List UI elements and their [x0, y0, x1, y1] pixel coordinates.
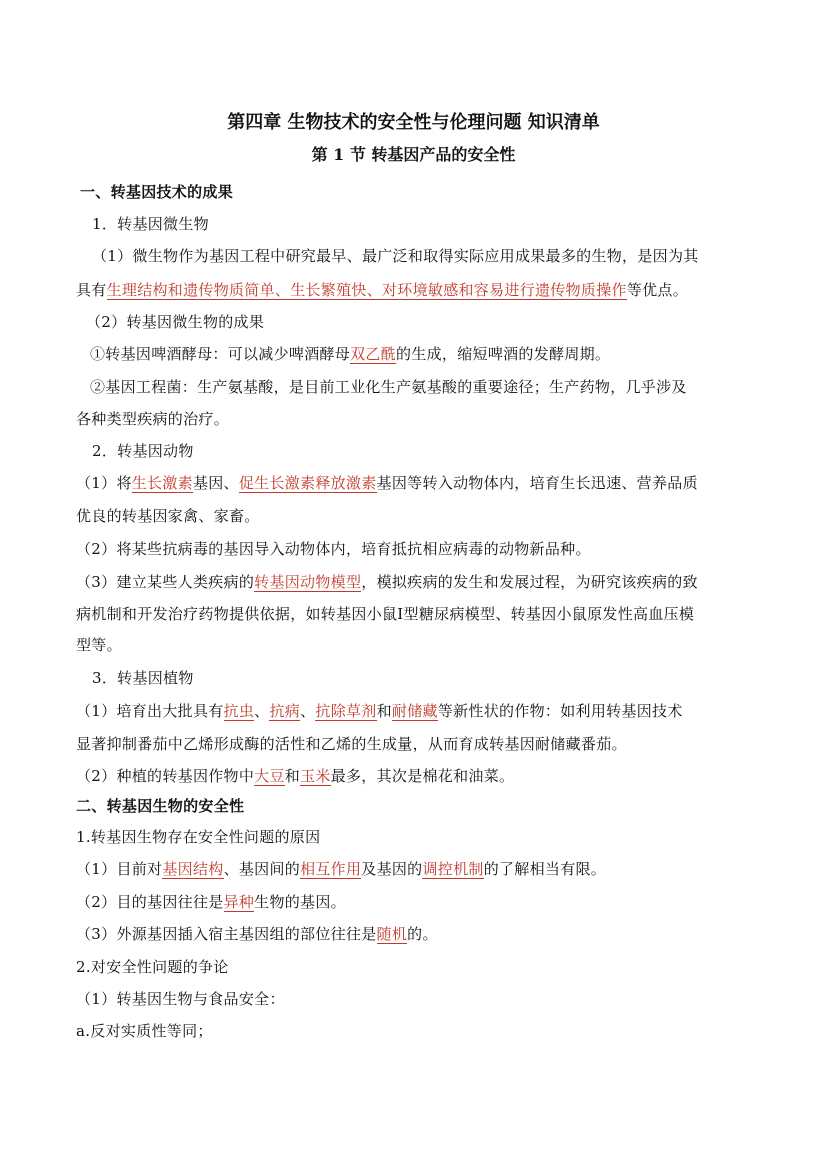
paragraph-8-line-1 — [76, 700, 756, 722]
key-term: 耐储藏 — [391, 702, 438, 720]
key-term: 抗虫 — [223, 702, 255, 720]
key-term: 抗除草剂 — [315, 702, 377, 720]
paragraph-3 — [90, 343, 770, 365]
text: 最多，其次是棉花和油菜。 — [330, 767, 515, 785]
key-term: 生长激素 — [131, 474, 193, 492]
text: ，模拟疾病的发生和发展过程，为研究该疾病的致 — [361, 573, 698, 591]
key-term: 随机 — [376, 925, 408, 943]
paragraph-4-line-1: ②基因工程菌：生产氨基酸，是目前工业化生产氨基酸的重要途径；生产药物，几乎涉及 — [90, 378, 687, 396]
paragraph-10 — [76, 858, 756, 880]
page-title: 第四章 生物技术的安全性与伦理问题 知识清单 — [227, 112, 600, 133]
heading-1: 一、转基因技术的成果 — [80, 183, 234, 201]
heading-2-1: 1.转基因生物存在安全性问题的原因 — [76, 828, 321, 846]
paragraph-8-line-2: 显著抑制番茄中乙烯形成酶的活性和乙烯的生成量，从而育成转基因耐储藏番茄。 — [76, 735, 627, 753]
heading-1-2: 2．转基因动物 — [92, 442, 194, 460]
heading-1-1: 1．转基因微生物 — [92, 215, 209, 233]
text: （1）将 — [76, 474, 132, 492]
paragraph-14: a.反对实质性等同； — [76, 1022, 213, 1040]
key-term: 大豆 — [254, 767, 285, 785]
section-subtitle: 第 1 节 转基因产品的安全性 — [311, 145, 516, 164]
text: 、 — [300, 702, 316, 720]
paragraph-1-line-2 — [76, 279, 756, 301]
text: 和 — [376, 702, 392, 720]
text: 、基因间的 — [223, 860, 301, 878]
paragraph-4-line-2: 各种类型疾病的治疗。 — [76, 410, 230, 428]
paragraph-7-line-3: 型等。 — [76, 636, 122, 654]
text: 、 — [254, 702, 270, 720]
text: 的生成，缩短啤酒的发酵周期。 — [396, 345, 611, 363]
key-term: 生理结构和遗传物质简单、生长繁殖快、对环境敏感和容易进行遗传物质操作 — [106, 281, 627, 299]
text: （3）建立某些人类疾病的 — [76, 573, 255, 591]
text: （1）目前对 — [76, 860, 163, 878]
paragraph-6: （2）将某些抗病毒的基因导入动物体内，培育抵抗相应病毒的动物新品种。 — [76, 540, 591, 558]
key-term: 双乙酰 — [350, 345, 397, 363]
text: 基因、 — [192, 474, 239, 492]
paragraph-13: （1）转基因生物与食品安全： — [76, 990, 285, 1008]
text: 基因等转入动物体内，培育生长迅速、营养品质 — [376, 474, 698, 492]
text: （3）外源基因插入宿主基因组的部位往往是 — [76, 925, 377, 943]
paragraph-2: （2）转基因微生物的成果 — [86, 313, 265, 331]
key-term: 异种 — [223, 893, 255, 911]
paragraph-9 — [76, 765, 756, 787]
text: 的。 — [407, 925, 438, 943]
paragraph-12 — [76, 923, 756, 945]
key-term: 相互作用 — [300, 860, 362, 878]
key-term: 调控机制 — [422, 860, 484, 878]
paragraph-7-line-1 — [76, 571, 756, 593]
key-term: 玉米 — [300, 767, 331, 785]
paragraph-7-line-2: 病机制和开发治疗药物提供依据，如转基因小鼠Ⅰ型糖尿病模型、转基因小鼠原发性高血压模 — [76, 605, 695, 623]
text: 和 — [284, 767, 301, 785]
text: ①转基因啤酒酵母：可以减少啤酒酵母 — [90, 345, 351, 363]
text: 生物的基因。 — [254, 893, 346, 911]
paragraph-1-line-1: （1）微生物作为基因工程中研究最早、最广泛和取得实际应用成果最多的生物，是因为其 — [92, 247, 699, 265]
key-term: 促生长激素释放激素 — [238, 474, 377, 492]
paragraph-5-line-2: 优良的转基因家禽、家畜。 — [76, 507, 260, 525]
key-term: 抗病 — [269, 702, 301, 720]
text: 等优点。 — [626, 281, 689, 299]
paragraph-5-line-1 — [76, 472, 756, 494]
text: （1）培育出大批具有 — [76, 702, 224, 720]
heading-2-2: 2.对安全性问题的争论 — [76, 958, 229, 976]
text: 及基因的 — [361, 860, 423, 878]
text: （2）目的基因往往是 — [76, 893, 224, 911]
text: （2）种植的转基因作物中 — [76, 767, 255, 785]
heading-2: 二、转基因生物的安全性 — [76, 797, 245, 815]
heading-1-3: 3．转基因植物 — [92, 669, 194, 687]
text: 的了解相当有限。 — [483, 860, 607, 878]
text: 等新性状的作物：如利用转基因技术 — [437, 702, 683, 720]
key-term: 转基因动物模型 — [254, 573, 362, 591]
key-term: 基因结构 — [162, 860, 224, 878]
paragraph-11 — [76, 891, 756, 913]
text: 具有 — [76, 281, 107, 299]
